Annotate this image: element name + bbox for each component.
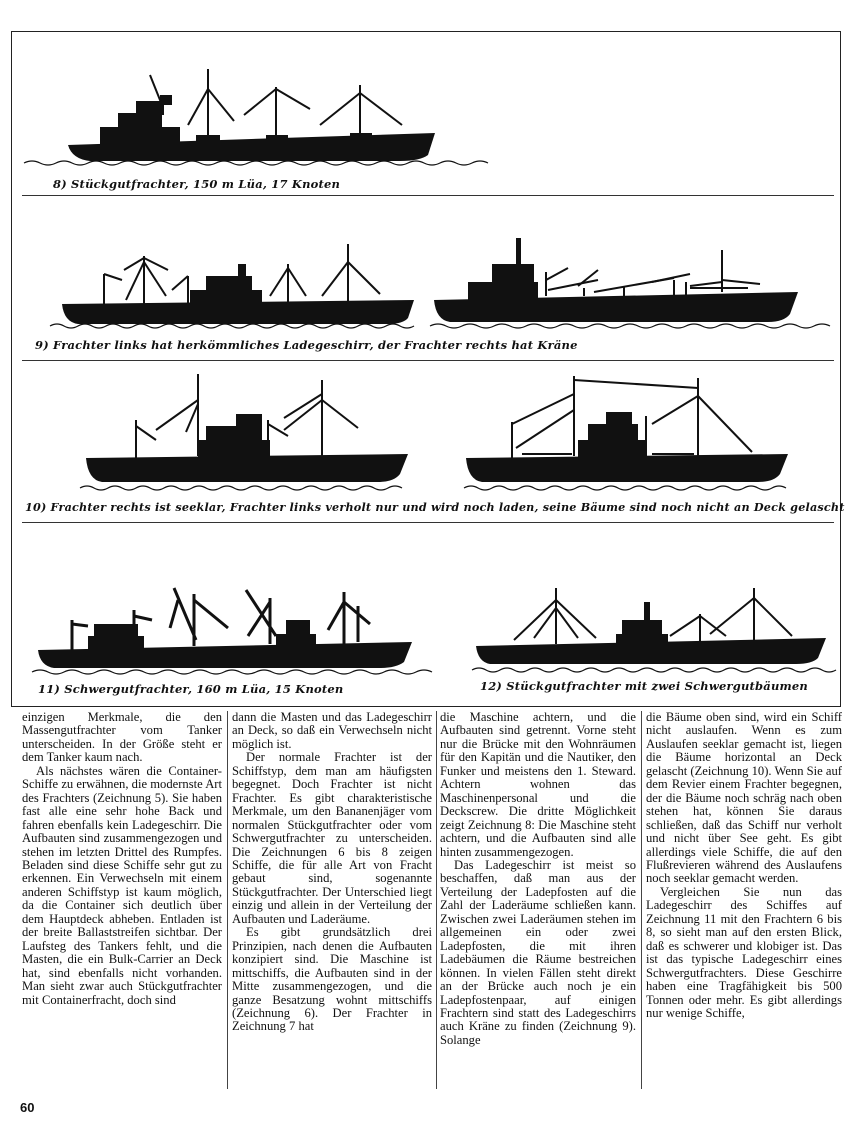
column-divider [641,711,642,1089]
ship-illustration-8 [20,65,520,175]
text-column-2 [232,711,432,1089]
paragraph: Das Ladegeschirr ist meist so beschaffen, daß man aus der Verteilung der Ladepfosten auf die Zahl der Laderäume schließen kann. Zwischen zwei Laderäumen stehen im allgemeinen ein oder zwei Ladepfosten, die mit ihren Ladebäumen die Räume bestreichen können. In vielen Fällen steht direkt an der Brücke auch noch je ein Ladepfostenpaar, auf einigen Frachtern sind statt des Ladegeschirrs auch Kräne zu finden (Zeichnung 9). Solange [440,857,636,1047]
paragraph: dann die Masten und das Ladegeschirr an Deck, so daß ein Verwechseln nicht möglich ist. [232,711,432,751]
ship-illustration-10-left [78,370,413,495]
paragraph: einzigen Merkmale, die den Massengutfrachter vom Tanker unterscheiden. In der Größe steht er dem Tanker kaum nach. [22,711,222,765]
figure-caption-11: 11) Schwergutfrachter, 160 m Lüa, 15 Knoten [38,682,344,696]
text-column-3 [440,711,636,1089]
paragraph: Der normale Frachter ist der Schiffstyp, dem man am häufigsten begegnet. Doch Frachter ist nicht Frachter. Es gibt charakteristische Merkmale, um den Bananenjäger vom normalen Stückgutfrachter oder vom Schwergutfrachter zu unterscheiden. Die Zeichnungen 6 bis 8 zeigen Schiffe, die für alle Art von Fracht gebaut sind, sogenannte Stückgutfrachter. Der Unterschied liegt einzig und allein in der Verteilung der Aufbauten und Laderäume. [232,750,432,926]
text-column-4 [646,711,842,1089]
column-divider [436,711,437,1089]
figure-divider [22,360,834,361]
column-divider [227,711,228,1089]
paragraph: Vergleichen Sie nun das Ladegeschirr des Schiffes auf Zeichnung 11 mit den Frachtern 6 bis 8, so sieht man auf den ersten Blick, daß es schwerer und klobiger ist. Das ist das typische Ladegeschirr eines Schwergutfrachters. Diese Geschirre haben eine Tragfähigkeit bis 500 Tonnen oder mehr. Es gibt allerdings nur wenige Schiffe, [646,884,842,1020]
paragraph: die Maschine achtern, und die Aufbauten sind getrennt. Vorne steht nur die Brücke mit den Wohnräumen für den Kapitän und die Nautiker, den Funker und meistens den 1. Steward. Achtern wohnen das Maschinenpersonal und die Deckscrew. Die dritte Möglichkeit zeigt Zeichnung 8: Die Maschine steht achtern, und die Aufbauten sind alle hinten zusammengezogen. [440,711,636,859]
text-column-1 [22,711,222,1089]
ship-illustration-9-right [428,230,838,335]
ship-illustration-12 [470,580,840,680]
page-number: 60 [20,1100,35,1115]
ship-illustration-10-right [462,370,792,495]
paragraph: die Bäume oben sind, wird ein Schiff nicht auslaufen. Wenn es zum Auslaufen seeklar gemacht ist, liegen die Bäume horizontal an Deck gelascht (Zeichnung 10). Wenn Sie auf dem Revier einem Frachter begegnen, der die Bäume noch schräg nach oben stehen hat, können Sie daraus schließen, daß das Schiff nur verholt und nicht über See geht. Es gibt allerdings viele Schiffe, die auf den Flußrevieren während des Auslaufens noch seeklar gemacht werden. [646,711,842,886]
figure-caption-8: 8) Stückgutfrachter, 150 m Lüa, 17 Knoten [53,177,341,191]
paragraph: Es gibt grundsätzlich drei Prinzipien, nach denen die Aufbauten konzipiert sind. Die Maschine ist mittschiffs, die Aufbauten sind in der Mitte zusammengezogen, und die ganze Besatzung wohnt mittschiffs (Zeichnung 6). Der Frachter in Zeichnung 7 hat [232,925,432,1034]
figure-caption-12: 12) Stückgutfrachter mit zwei Schwergutbäumen [480,679,808,693]
ship-illustration-9-left [48,240,428,335]
paragraph: Als nächstes wären die Container-Schiffe zu erwähnen, die modernste Art des Frachters (Zeichnung 5). Sie haben fast alle eine sehr hohe Back und fahren ebenfalls kein Ladegeschirr. Die Aufbauten sind zusammengezogen und stehen im letzten Drittel des Rumpfes. Beladen sind diese Schiffe sehr gut zu erkennen. Ein Verwechseln mit einem anderen Schiffstyp ist kaum möglich, da die Container sich deutlich über dem Hauptdeck abheben. Entladen ist der breite Ballaststreifen sichtbar. Der Laufsteg des Tankers fehlt, und die Masten, die ein Bulk-Carrier an Deck hat, sind ebenfalls nicht vorhanden. Man sieht zwar auch Stückgutfrachter mit Containerfracht, doch sind [22,763,222,1007]
figure-divider [22,195,834,196]
figure-caption-10: 10) Frachter rechts ist seeklar, Frachter links verholt nur und wird noch laden, seine Bäume sind noch nicht an Deck gelascht [25,500,845,514]
ship-illustration-11 [30,580,430,680]
figure-caption-9: 9) Frachter links hat herkömmliches Ladegeschirr, der Frachter rechts hat Kräne [35,338,578,352]
figure-divider [22,522,834,523]
